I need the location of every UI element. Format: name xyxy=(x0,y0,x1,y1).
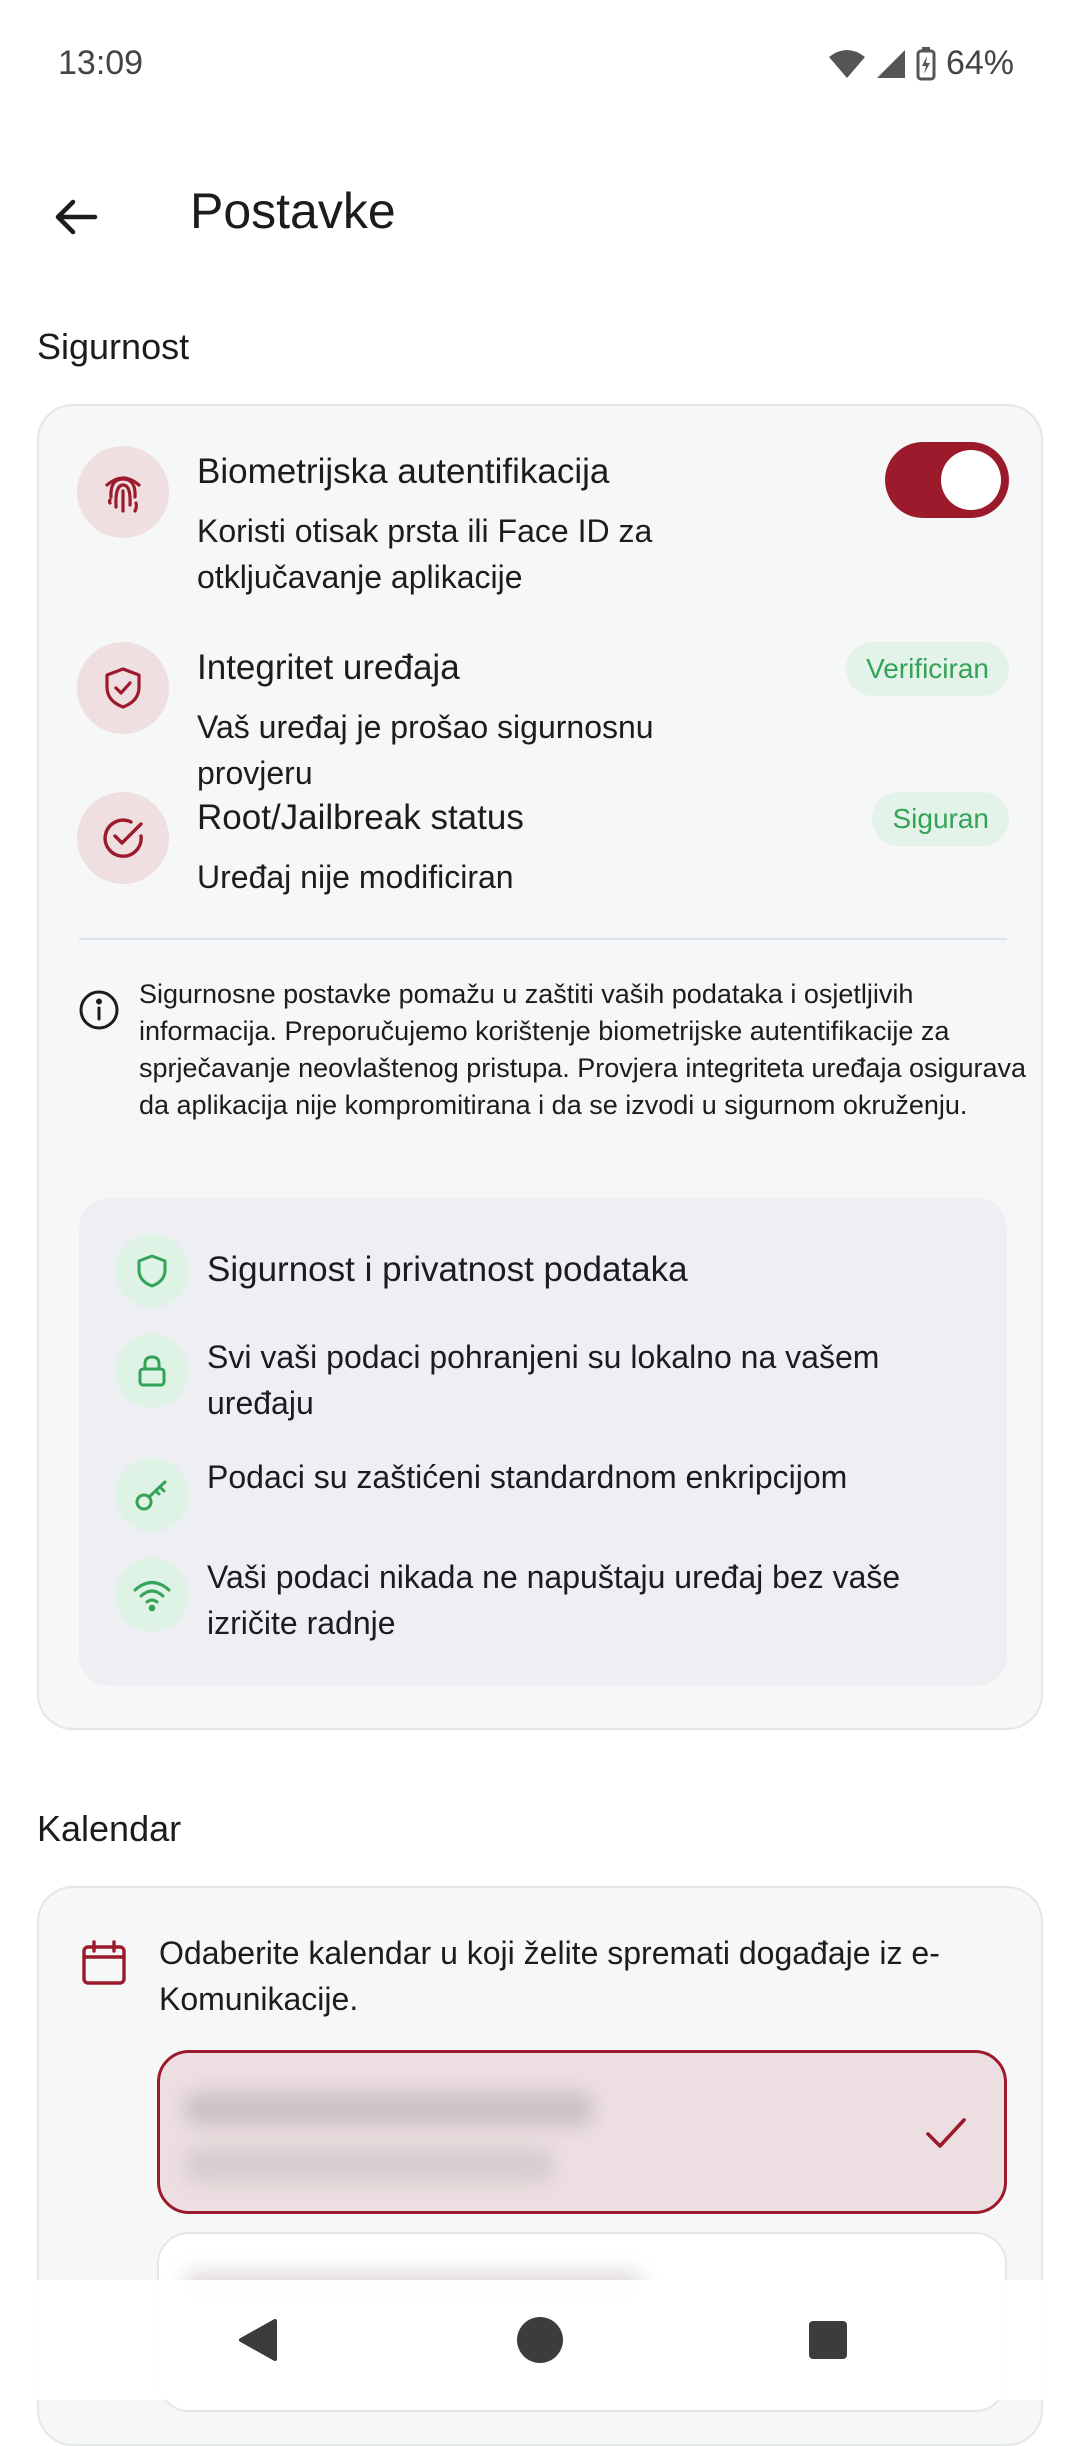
key-icon xyxy=(115,1458,189,1532)
root-status-badge: Siguran xyxy=(872,792,1009,846)
privacy-item: Svi vaši podaci pohranjeni su lokalno na vašem uređaju xyxy=(207,1339,880,1421)
redacted-calendar-name xyxy=(184,2091,594,2127)
biometric-toggle[interactable] xyxy=(885,442,1009,518)
nav-back-button[interactable] xyxy=(226,2308,290,2372)
status-bar xyxy=(0,0,1080,130)
circle-home-icon xyxy=(515,2315,565,2365)
redacted-calendar-account xyxy=(184,2147,554,2183)
wifi-signal-icon xyxy=(115,1558,189,1632)
biometric-title: Biometrijska autentifikacija xyxy=(197,452,610,491)
page-title: Postavke xyxy=(190,183,396,239)
privacy-title: Sigurnost i privatnost podataka xyxy=(207,1250,688,1289)
security-info-text: Sigurnosne postavke pomažu u zaštiti vaših podataka i osjetljivih informacija. Preporučujemo korištenje biometrijske autentifikacije za sprječavanje neovlaštenog pristupa. Provjera integriteta uređaja osigurava da aplikacija nije kompromitirana i da se izvodi u sigurnom okruženju. xyxy=(139,979,1027,1120)
privacy-item: Podaci su zaštićeni standardnom enkripcijom xyxy=(207,1459,848,1495)
root-title: Root/Jailbreak status xyxy=(197,798,524,837)
integrity-status-badge: Verificiran xyxy=(846,642,1009,696)
cellular-signal-icon xyxy=(876,49,906,79)
battery-charging-icon xyxy=(916,47,936,81)
section-label-calendar: Kalendar xyxy=(37,1808,182,1849)
info-icon xyxy=(77,988,121,1032)
biometric-subtitle: Koristi otisak prsta ili Face ID za otključavanje aplikacije xyxy=(197,513,653,595)
square-recents-icon xyxy=(807,2319,849,2361)
battery-percent: 64% xyxy=(945,44,1014,82)
system-nav-bar xyxy=(0,2280,1080,2400)
wifi-icon xyxy=(828,49,866,79)
toggle-knob xyxy=(941,450,1001,510)
lock-icon xyxy=(115,1334,189,1408)
shield-outline-icon xyxy=(115,1234,189,1308)
section-label-security: Sigurnost xyxy=(37,326,190,367)
check-circle-icon xyxy=(77,792,169,884)
back-button[interactable] xyxy=(40,182,110,252)
triangle-back-icon xyxy=(235,2317,281,2363)
integrity-subtitle: Vaš uređaj je prošao sigurnosnu provjeru xyxy=(197,709,654,791)
fingerprint-icon xyxy=(77,446,169,538)
calendar-option-selected[interactable] xyxy=(157,2050,1007,2214)
root-subtitle: Uređaj nije modificiran xyxy=(197,859,514,895)
integrity-title: Integritet uređaja xyxy=(197,648,460,687)
security-card xyxy=(37,404,1043,1730)
calendar-description: Odaberite kalendar u koji želite spremati događaje iz e-Komunikacije. xyxy=(159,1935,940,2017)
shield-icon xyxy=(77,642,169,734)
nav-home-button[interactable] xyxy=(508,2308,572,2372)
calendar-icon xyxy=(79,1938,129,1988)
arrow-left-icon xyxy=(51,193,99,241)
app-bar xyxy=(0,160,1080,260)
privacy-item: Vaši podaci nikada ne napuštaju uređaj bez vaše izričite radnje xyxy=(207,1559,901,1641)
status-icons xyxy=(828,44,1014,83)
nav-recents-button[interactable] xyxy=(796,2308,860,2372)
privacy-box xyxy=(79,1198,1007,1686)
divider xyxy=(79,938,1007,940)
checkmark-icon xyxy=(918,2105,974,2161)
status-time: 13:09 xyxy=(58,44,144,82)
